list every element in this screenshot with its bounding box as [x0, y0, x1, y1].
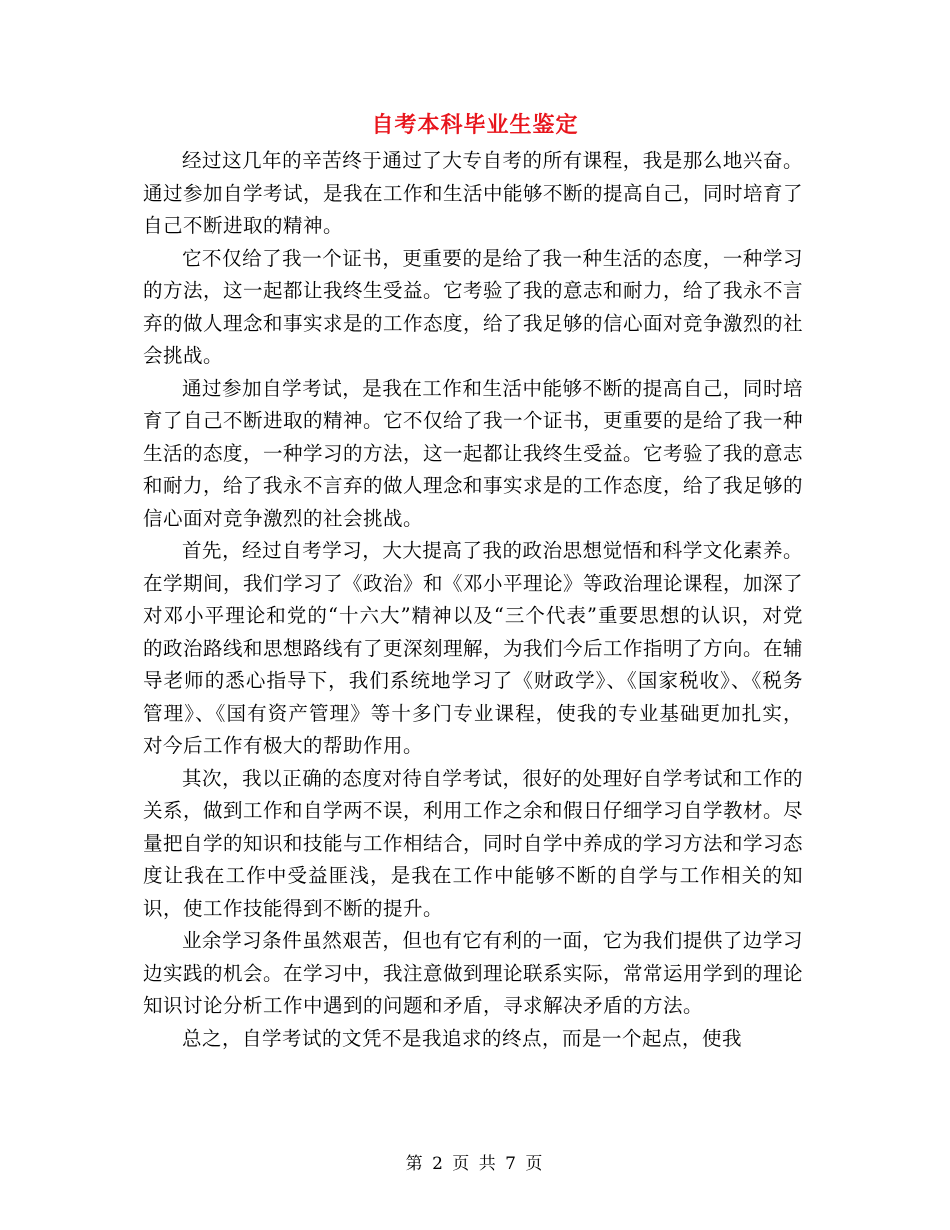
paragraph: 总之，自学考试的文凭不是我追求的终点，而是一个起点，使我 [182, 1026, 743, 1050]
document-body [143, 145, 803, 1055]
page-number-footer: 第 2 页 共 7 页 [405, 1154, 545, 1174]
document-title: 自考本科毕业生鉴定 [371, 112, 579, 138]
paragraph: 首先，经过自考学习，大大提高了我的政治思想觉悟和科学文化素养。在学期间，我们学习了《政治》和《邓小平理论》等政治理论课程，加深了对邓小平理论和党的“十六大”精神以及“三个代表”重要思想的认识，对党的政治路线和思想路线有了更深刻理解，为我们今后工作指明了方向。在辅导老师的悉心指导下，我们系统地学习了《财政学》、《国家税收》、《税务管理》、《国有资产管理》等十多门专业课程，使我的专业基础更加扎实，对今后工作有极大的帮助作用。 [143, 539, 804, 757]
paragraph: 它不仅给了我一个证书，更重要的是给了我一种生活的态度，一种学习的方法，这一起都让我终生受益。它考验了我的意志和耐力，给了我永不言弃的做人理念和事实求是的工作态度，给了我足够的信心面对竞争激烈的社会挑战。 [143, 246, 804, 367]
paragraph: 业余学习条件虽然艰苦，但也有它有利的一面，它为我们提供了边学习边实践的机会。在学习中，我注意做到理论联系实际，常常运用学到的理论知识讨论分析工作中遇到的问题和矛盾，寻求解决矛盾的方法。 [143, 929, 804, 1017]
paragraph: 其次，我以正确的态度对待自学考试，很好的处理好自学考试和工作的关系，做到工作和自学两不误，利用工作之余和假日仔细学习自学教材。尽量把自学的知识和技能与工作相结合，同时自学中养成的学习方法和学习态度让我在工作中受益匪浅，是我在工作中能够不断的自学与工作相关的知识，使工作技能得到不断的提升。 [143, 766, 804, 920]
paragraph: 经过这几年的辛苦终于通过了大专自考的所有课程，我是那么地兴奋。通过参加自学考试，是我在工作和生活中能够不断的提高自己，同时培育了自己不断进取的精神。 [143, 149, 804, 237]
paragraph: 通过参加自学考试，是我在工作和生活中能够不断的提高自己，同时培育了自己不断进取的精神。它不仅给了我一个证书，更重要的是给了我一种生活的态度，一种学习的方法，这一起都让我终生受益。它考验了我的意志和耐力，给了我永不言弃的做人理念和事实求是的工作态度，给了我足够的信心面对竞争激烈的社会挑战。 [143, 376, 804, 530]
